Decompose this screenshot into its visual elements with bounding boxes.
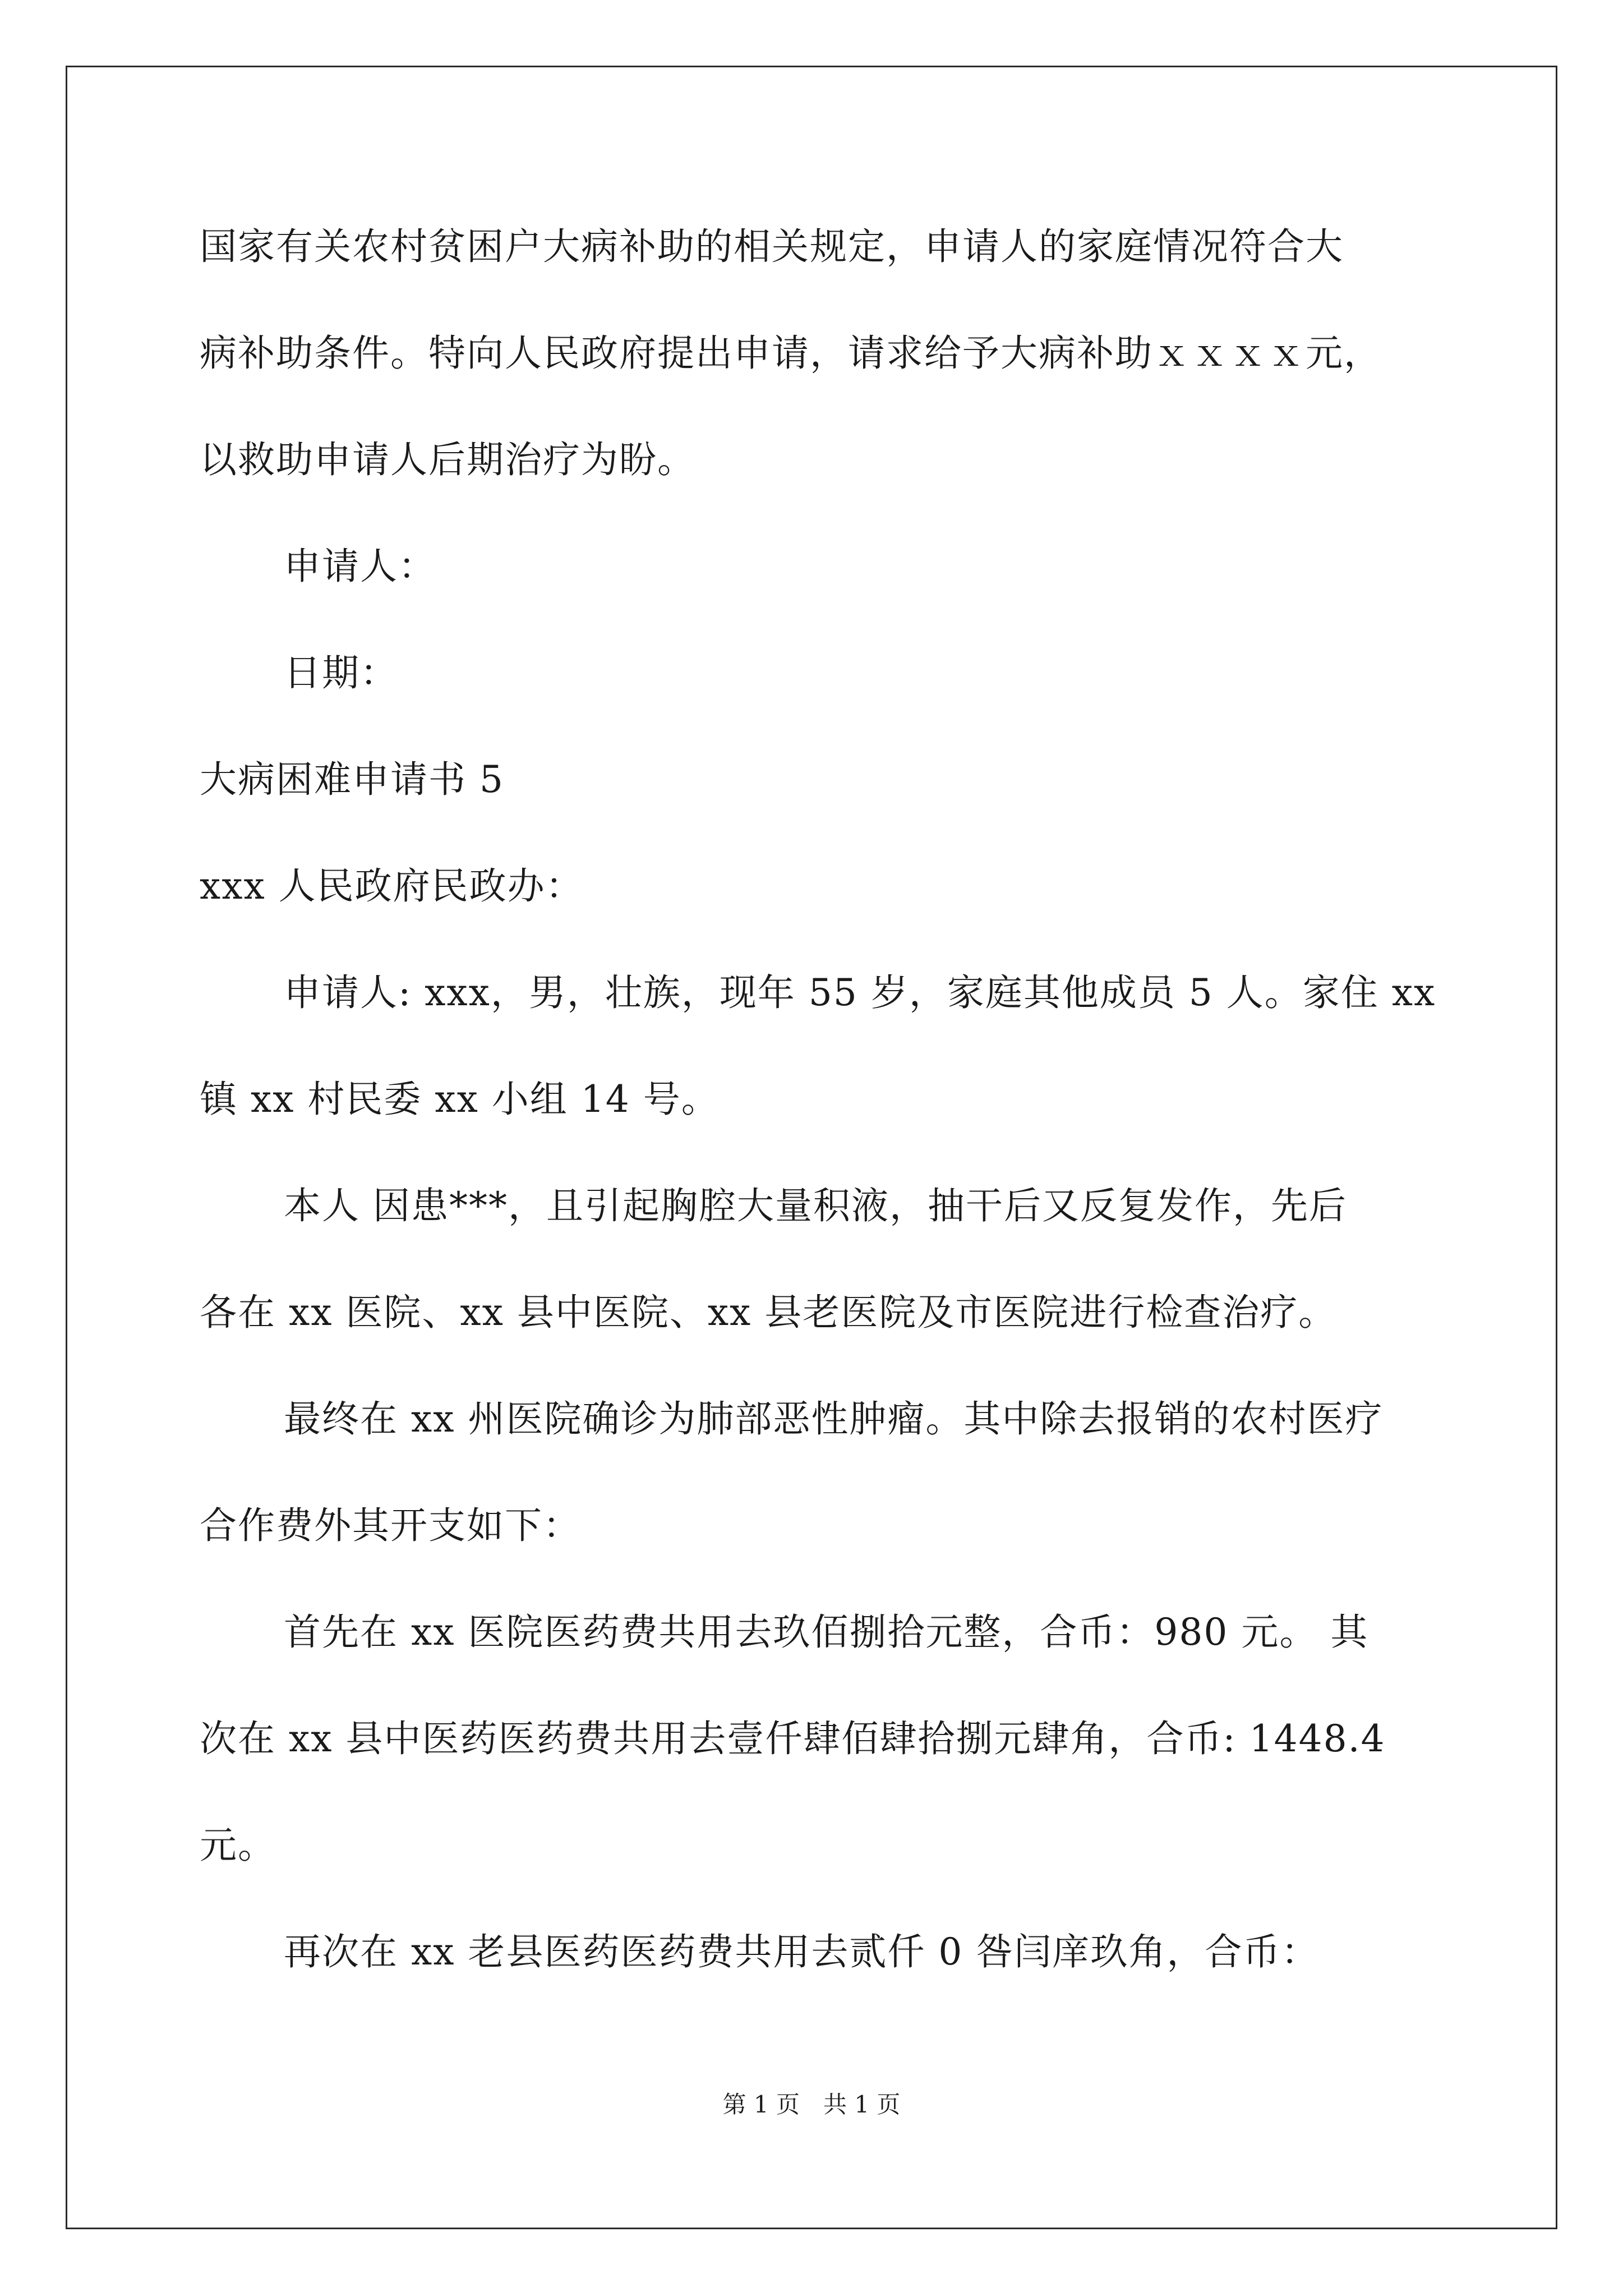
page-footer: 第 1 页 共 1 页 — [722, 2091, 901, 2118]
text-line-3: 以救助申请人后期治疗为盼。 — [200, 438, 695, 481]
text-line-13: 合作费外其开支如下： — [200, 1504, 581, 1547]
page-border — [66, 66, 1557, 2229]
text-line-17: 再次在 xx 老县医药医药费共用去贰仟 0 咎闫庠玖角，合币： — [284, 1930, 1320, 1973]
applicant-label: 申请人： — [284, 545, 436, 588]
date-label: 日期： — [284, 651, 398, 694]
recipient-line: xxx 人民政府民政办： — [200, 864, 584, 908]
text-line-11: 各在 xx 医院、xx 县中医院、xx 县老医院及市医院进行检查治疗。 — [200, 1291, 1337, 1334]
text-line-9: 镇 xx 村民委 xx 小组 14 号。 — [200, 1078, 720, 1121]
text-line-8: 申请人: xxx，男，壮族，现年 55 岁，家庭其他成员 5 人。家住 xx — [284, 971, 1436, 1014]
text-line-14: 首先在 xx 医院医药费共用去玖佰捌拾元整，合币：980 元。 其 — [284, 1611, 1369, 1654]
text-line-15: 次在 xx 县中医药医药费共用去壹仟肆佰肆拾捌元肆角，合币: 1448.4 — [200, 1717, 1386, 1760]
text-line-16: 元。 — [200, 1824, 276, 1867]
text-line-10: 本人 因患***，且引起胸腔大量积液，抽干后又反复发作，先后 — [284, 1184, 1347, 1227]
text-line-12: 最终在 xx 州医院确诊为肺部恶性肿瘤。其中除去报销的农村医疗 — [284, 1397, 1384, 1441]
section-title: 大病困难申请书 5 — [200, 758, 504, 801]
text-line-2: 病补助条件。特向人民政府提出申请，请求给予大病补助ｘｘｘｘ元， — [200, 332, 1382, 375]
text-line-1: 国家有关农村贫困户大病补助的相关规定，申请人的家庭情况符合大 — [200, 225, 1344, 268]
